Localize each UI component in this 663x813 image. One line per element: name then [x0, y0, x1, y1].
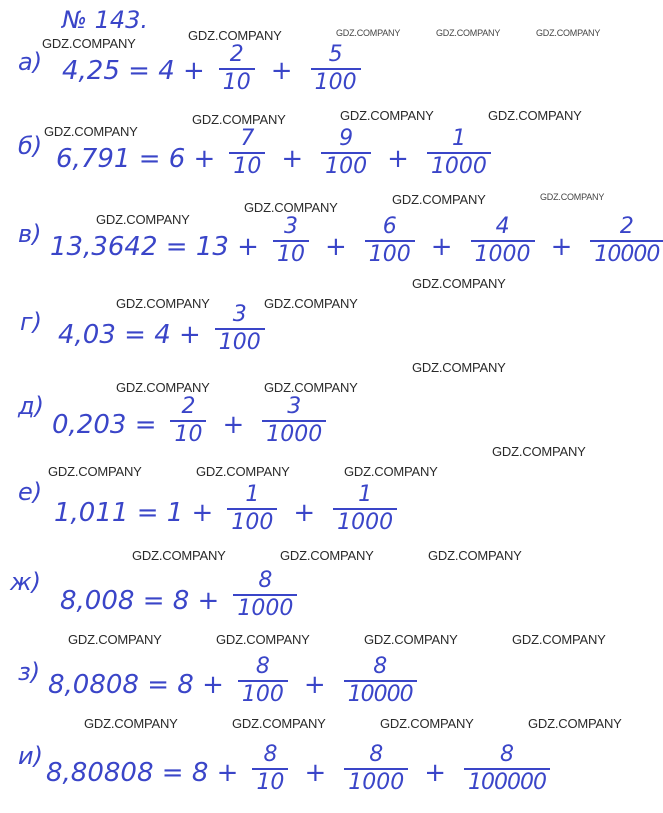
- watermark-text: GDZ.COMPANY: [528, 716, 622, 731]
- item-label: е): [18, 478, 43, 506]
- fraction-denominator: 10: [252, 768, 288, 794]
- plus-sign: +: [303, 670, 326, 700]
- item-label: д): [18, 392, 44, 420]
- fraction: [590, 216, 663, 266]
- fraction-denominator: 10: [219, 68, 255, 94]
- watermark-text: GDZ.COMPANY: [536, 28, 601, 38]
- item-label: ж): [10, 568, 41, 596]
- fraction-denominator: 100000: [464, 768, 550, 794]
- plus-sign: +: [387, 144, 409, 174]
- fraction: [219, 44, 255, 94]
- fraction-numerator: 8: [500, 742, 515, 767]
- fraction-numerator: 8: [369, 742, 384, 767]
- fraction-denominator: 100: [215, 328, 265, 354]
- fraction-numerator: 2: [229, 42, 244, 67]
- watermark-text: GDZ.COMPANY: [96, 212, 190, 227]
- fraction: [233, 570, 297, 620]
- watermark-text: GDZ.COMPANY: [412, 360, 506, 375]
- fraction: [252, 744, 288, 794]
- decimal-expression: 6,791 = 6 +: [56, 144, 216, 174]
- watermark-text: GDZ.COMPANY: [540, 192, 605, 202]
- fraction-denominator: 1000: [233, 594, 297, 620]
- fraction-denominator: 100: [311, 68, 361, 94]
- plus-sign: +: [270, 56, 293, 86]
- fraction-numerator: 7: [240, 126, 255, 151]
- fraction: [238, 656, 288, 706]
- fraction-denominator: 1000: [333, 508, 397, 534]
- fraction: [471, 216, 535, 266]
- watermark-text: GDZ.COMPANY: [512, 632, 606, 647]
- item-label: г): [20, 308, 42, 336]
- watermark-text: GDZ.COMPANY: [48, 464, 142, 479]
- fraction-numerator: 5: [328, 42, 343, 67]
- watermark-text: GDZ.COMPANY: [264, 296, 358, 311]
- decimal-expression: 8,008 = 8 +: [60, 586, 220, 616]
- fraction: [273, 216, 309, 266]
- fraction: [427, 128, 491, 178]
- plus-sign: +: [324, 232, 347, 262]
- fraction-denominator: 10: [273, 240, 309, 266]
- watermark-text: GDZ.COMPANY: [364, 632, 458, 647]
- watermark-text: GDZ.COMPANY: [196, 464, 290, 479]
- fraction: [311, 44, 361, 94]
- fraction-denominator: 1000: [427, 152, 491, 178]
- fraction: [365, 216, 415, 266]
- fraction: [344, 744, 408, 794]
- decimal-expression: 8,80808 = 8 +: [46, 758, 239, 788]
- watermark-text: GDZ.COMPANY: [488, 108, 582, 123]
- fraction-numerator: 3: [232, 302, 247, 327]
- fraction-numerator: 8: [255, 654, 270, 679]
- fraction-denominator: 100: [227, 508, 277, 534]
- watermark-text: GDZ.COMPANY: [84, 716, 178, 731]
- item-label: з): [18, 658, 41, 686]
- fraction: [262, 396, 326, 446]
- fraction-denominator: 10000: [344, 680, 417, 706]
- watermark-text: GDZ.COMPANY: [216, 632, 310, 647]
- watermark-text: GDZ.COMPANY: [336, 28, 401, 38]
- watermark-text: GDZ.COMPANY: [132, 548, 226, 563]
- plus-sign: +: [222, 410, 245, 440]
- fraction: [215, 304, 265, 354]
- decimal-expression: 0,203 =: [52, 410, 157, 440]
- plus-sign: +: [430, 232, 453, 262]
- fraction-numerator: 9: [339, 126, 354, 151]
- exercise-number: № 143.: [62, 6, 149, 34]
- item-label: б): [18, 132, 43, 160]
- fraction-denominator: 100: [321, 152, 371, 178]
- watermark-text: GDZ.COMPANY: [42, 36, 136, 51]
- fraction-numerator: 8: [258, 568, 273, 593]
- fraction-numerator: 2: [619, 214, 634, 239]
- fraction-numerator: 8: [373, 654, 388, 679]
- plus-sign: +: [424, 758, 447, 788]
- fraction-denominator: 10: [170, 420, 206, 446]
- watermark-text: GDZ.COMPANY: [344, 464, 438, 479]
- decimal-expression: 13,3642 = 13 +: [50, 232, 259, 262]
- watermark-text: GDZ.COMPANY: [280, 548, 374, 563]
- fraction-denominator: 1000: [344, 768, 408, 794]
- watermark-text: GDZ.COMPANY: [116, 296, 210, 311]
- watermark-text: GDZ.COMPANY: [392, 192, 486, 207]
- fraction-denominator: 100: [238, 680, 288, 706]
- fraction: [229, 128, 265, 178]
- fraction: [321, 128, 371, 178]
- fraction-denominator: 100: [365, 240, 415, 266]
- fraction-numerator: 4: [495, 214, 510, 239]
- fraction: [464, 744, 550, 794]
- fraction: [227, 484, 277, 534]
- fraction-numerator: 1: [245, 482, 260, 507]
- decimal-expression: 1,011 = 1 +: [54, 498, 214, 528]
- fraction-denominator: 1000: [262, 420, 326, 446]
- watermark-text: GDZ.COMPANY: [492, 444, 586, 459]
- watermark-text: GDZ.COMPANY: [428, 548, 522, 563]
- fraction-denominator: 10: [229, 152, 265, 178]
- fraction: [170, 396, 206, 446]
- fraction-denominator: 1000: [471, 240, 535, 266]
- fraction: [344, 656, 417, 706]
- watermark-text: GDZ.COMPANY: [264, 380, 358, 395]
- fraction-numerator: 1: [451, 126, 466, 151]
- decimal-expression: 4,03 = 4 +: [58, 320, 201, 350]
- watermark-text: GDZ.COMPANY: [192, 112, 286, 127]
- item-label: в): [18, 220, 42, 248]
- fraction-numerator: 3: [283, 214, 298, 239]
- watermark-text: GDZ.COMPANY: [340, 108, 434, 123]
- plus-sign: +: [550, 232, 573, 262]
- fraction-numerator: 3: [287, 394, 302, 419]
- decimal-expression: 4,25 = 4 +: [62, 56, 205, 86]
- watermark-text: GDZ.COMPANY: [436, 28, 501, 38]
- plus-sign: +: [281, 144, 304, 174]
- fraction-numerator: 6: [382, 214, 397, 239]
- fraction-numerator: 2: [181, 394, 196, 419]
- watermark-text: GDZ.COMPANY: [116, 380, 210, 395]
- plus-sign: +: [293, 498, 316, 528]
- fraction-numerator: 8: [263, 742, 278, 767]
- fraction-denominator: 10000: [590, 240, 663, 266]
- watermark-text: GDZ.COMPANY: [44, 124, 138, 139]
- watermark-text: GDZ.COMPANY: [68, 632, 162, 647]
- item-label: а): [18, 48, 43, 76]
- item-label: и): [18, 742, 43, 770]
- watermark-text: GDZ.COMPANY: [412, 276, 506, 291]
- plus-sign: +: [304, 758, 327, 788]
- watermark-text: GDZ.COMPANY: [232, 716, 326, 731]
- decimal-expression: 8,0808 = 8 +: [48, 670, 224, 700]
- watermark-text: GDZ.COMPANY: [380, 716, 474, 731]
- watermark-text: GDZ.COMPANY: [244, 200, 338, 215]
- fraction: [333, 484, 397, 534]
- fraction-numerator: 1: [358, 482, 373, 507]
- watermark-text: GDZ.COMPANY: [188, 28, 282, 43]
